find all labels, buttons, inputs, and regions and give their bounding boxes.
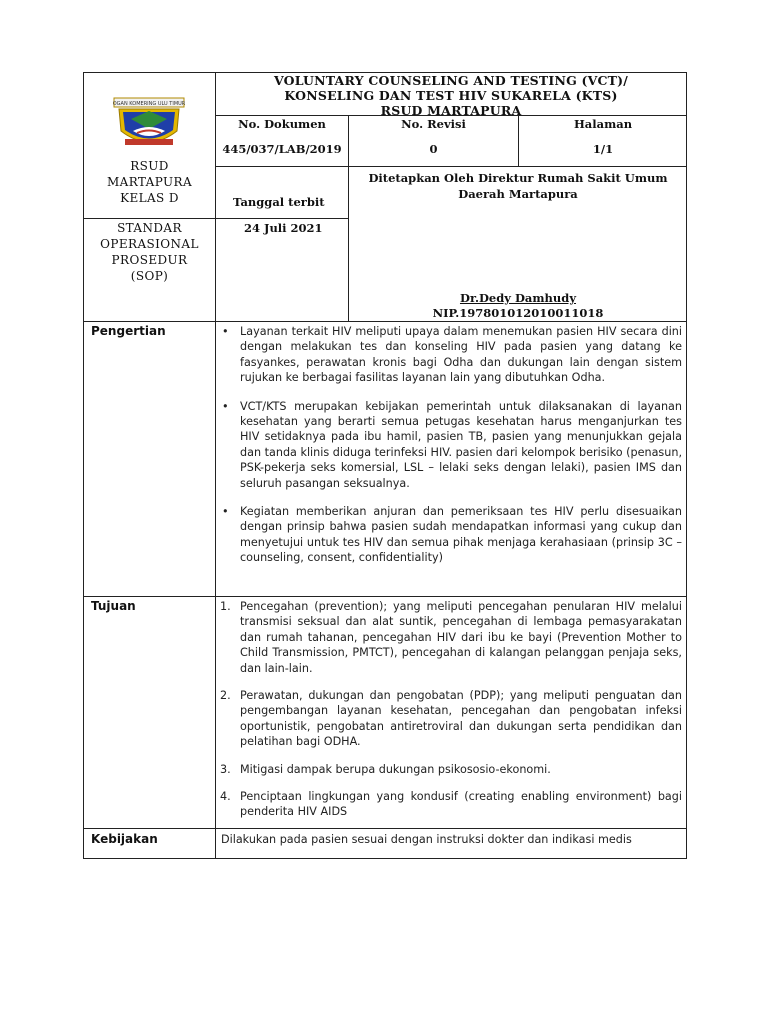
no-revisi-label: No. Revisi [401,117,466,131]
doc-type-line-2: OPERASIONAL [100,237,199,251]
list-item [216,324,682,386]
ditetapkan-oleh [349,170,687,202]
list-number: 4. [220,790,231,804]
signer-name: Dr.Dedy Damhudy [459,291,577,305]
ditetapkan-line-2: Daerah Martapura [458,187,578,201]
doc-type-line-1: STANDAR [117,221,182,235]
list-number: 2. [220,689,231,703]
tujuan-item-text: Perawatan, dukungan dan pengobatan (PDP); yang meliputi penguatan dan pengembangan layanan kesehatan, pencegahan dan pengobatan infeksi oportunistik, pengobatan antiretroviral dan dukungan serta pendidikan dan pelatihan bagi ODHA. [240,689,682,749]
tujuan-item-text: Penciptaan lingkungan yang kondusif (creating enabling environment) bagi penderita HIV AIDS [240,790,682,819]
header-bottom-line [83,321,687,322]
kebijakan-label: Kebijakan [91,832,158,846]
tujuan-item-text: Mitigasi dampak berupa dukungan psikososio-ekonomi. [240,762,551,776]
kebijakan-text: Dilakukan pada pasien sesuai dengan instruksi dokter dan indikasi medis [221,833,632,846]
regency-emblem-logo [111,95,187,151]
tujuan-list [216,599,682,829]
institution-line-2: MARTAPURA [106,175,193,189]
no-dokumen-value: 445/037/LAB/2019 [222,142,342,156]
tujuan-label: Tujuan [91,599,136,613]
no-dokumen-label: No. Dokumen [238,117,326,131]
pengertian-item-text: VCT/KTS merupakan kebijakan pemerintah untuk dilaksanakan di layanan kesehatan yang berarti semua petugas kesehatan harus menganjurkan tes HIV setidaknya pada ibu hamil, pasien TB, pasien yang menunjukkan gejala dan tanda klinis diduga terinfeksi HIV. pasien dari kelompok berisiko (penasun, PSK-pekerja seks komersial, LSL – lelaki seks dengan lelaki), pasien IMS dan seluruh pasangan seksualnya. [240,399,682,490]
list-item [216,399,682,491]
docinfo-bottom-line [215,166,687,167]
no-revisi-value: 0 [429,142,438,156]
bullet-icon: • [222,505,229,519]
tanggal-terbit-value: 24 Juli 2021 [244,221,323,235]
ditetapkan-line-1: Ditetapkan Oleh Direktur Rumah Sakit Umum [368,171,668,185]
list-number: 1. [220,600,231,613]
halaman-label: Halaman [573,117,633,131]
pengertian-list [216,324,682,575]
title-line-3: RSUD MARTAPURA [380,103,522,118]
halaman-value: 1/1 [592,142,614,156]
pengertian-item-text: Layanan terkait HIV meliputi upaya dalam menemukan pasien HIV secara dini dengan melakukan tes dan konseling HIV pada pasien yang datang ke fasyankes, perawatan kronis bagi Odha dan dukungan lain dengan sistem rujukan ke berbagai fasilitas layanan lain yang dibutuhkan Odha. [240,325,682,385]
title-line-1: VOLUNTARY COUNSELING AND TESTING (VCT)/ [273,73,629,88]
list-item [216,789,682,820]
logo-text: OGAN KOMERING ULU TIMUR [112,101,186,107]
list-item [216,599,682,676]
list-number: 3. [220,762,231,776]
institution-bottom-line [83,218,348,219]
document-title [216,73,686,118]
bullet-icon: • [222,325,229,338]
doc-type-line-4: (SOP) [130,269,169,283]
institution-line-3: KELAS D [120,191,179,205]
tujuan-item-text: Pencegahan (prevention); yang meliputi pencegahan penularan HIV melalui transmisi seksual dan alat suntik, pencegahan di lembaga pemasyarakatan dan rumah tahanan, pencegahan HIV dari ibu ke bayi (Prevention Mother to Child Transmission, PMTCT), pencegahan di kalangan pelanggan penjaja seks, dan lain-lain. [240,600,682,675]
pengertian-item-text: Kegiatan memberikan anjuran dan pemeriksaan tes HIV perlu disesuaikan dengan prinsip bahwa pasien sudah mendapatkan informasi yang cukup dan menyetujui untuk tes HIV dan semua pihak menjaga kerahasiaan (prinsip 3C – counseling, consent, confidentiality) [240,505,682,565]
list-item [216,762,682,777]
doc-type-line-3: PROSEDUR [111,253,188,267]
bullet-icon: • [222,399,229,413]
signer-nip: NIP.197801012010011018 [432,306,604,320]
list-item [216,688,682,750]
title-line-2: KONSELING DAN TEST HIV SUKARELA (KTS) [284,88,618,103]
pengertian-label: Pengertian [91,324,166,338]
pengertian-bottom-line [83,596,687,597]
document-type [84,220,215,284]
institution-line-1: RSUD [130,159,169,173]
list-item [216,504,682,566]
tanggal-terbit-label: Tanggal terbit [233,195,325,209]
institution-name [84,158,215,206]
